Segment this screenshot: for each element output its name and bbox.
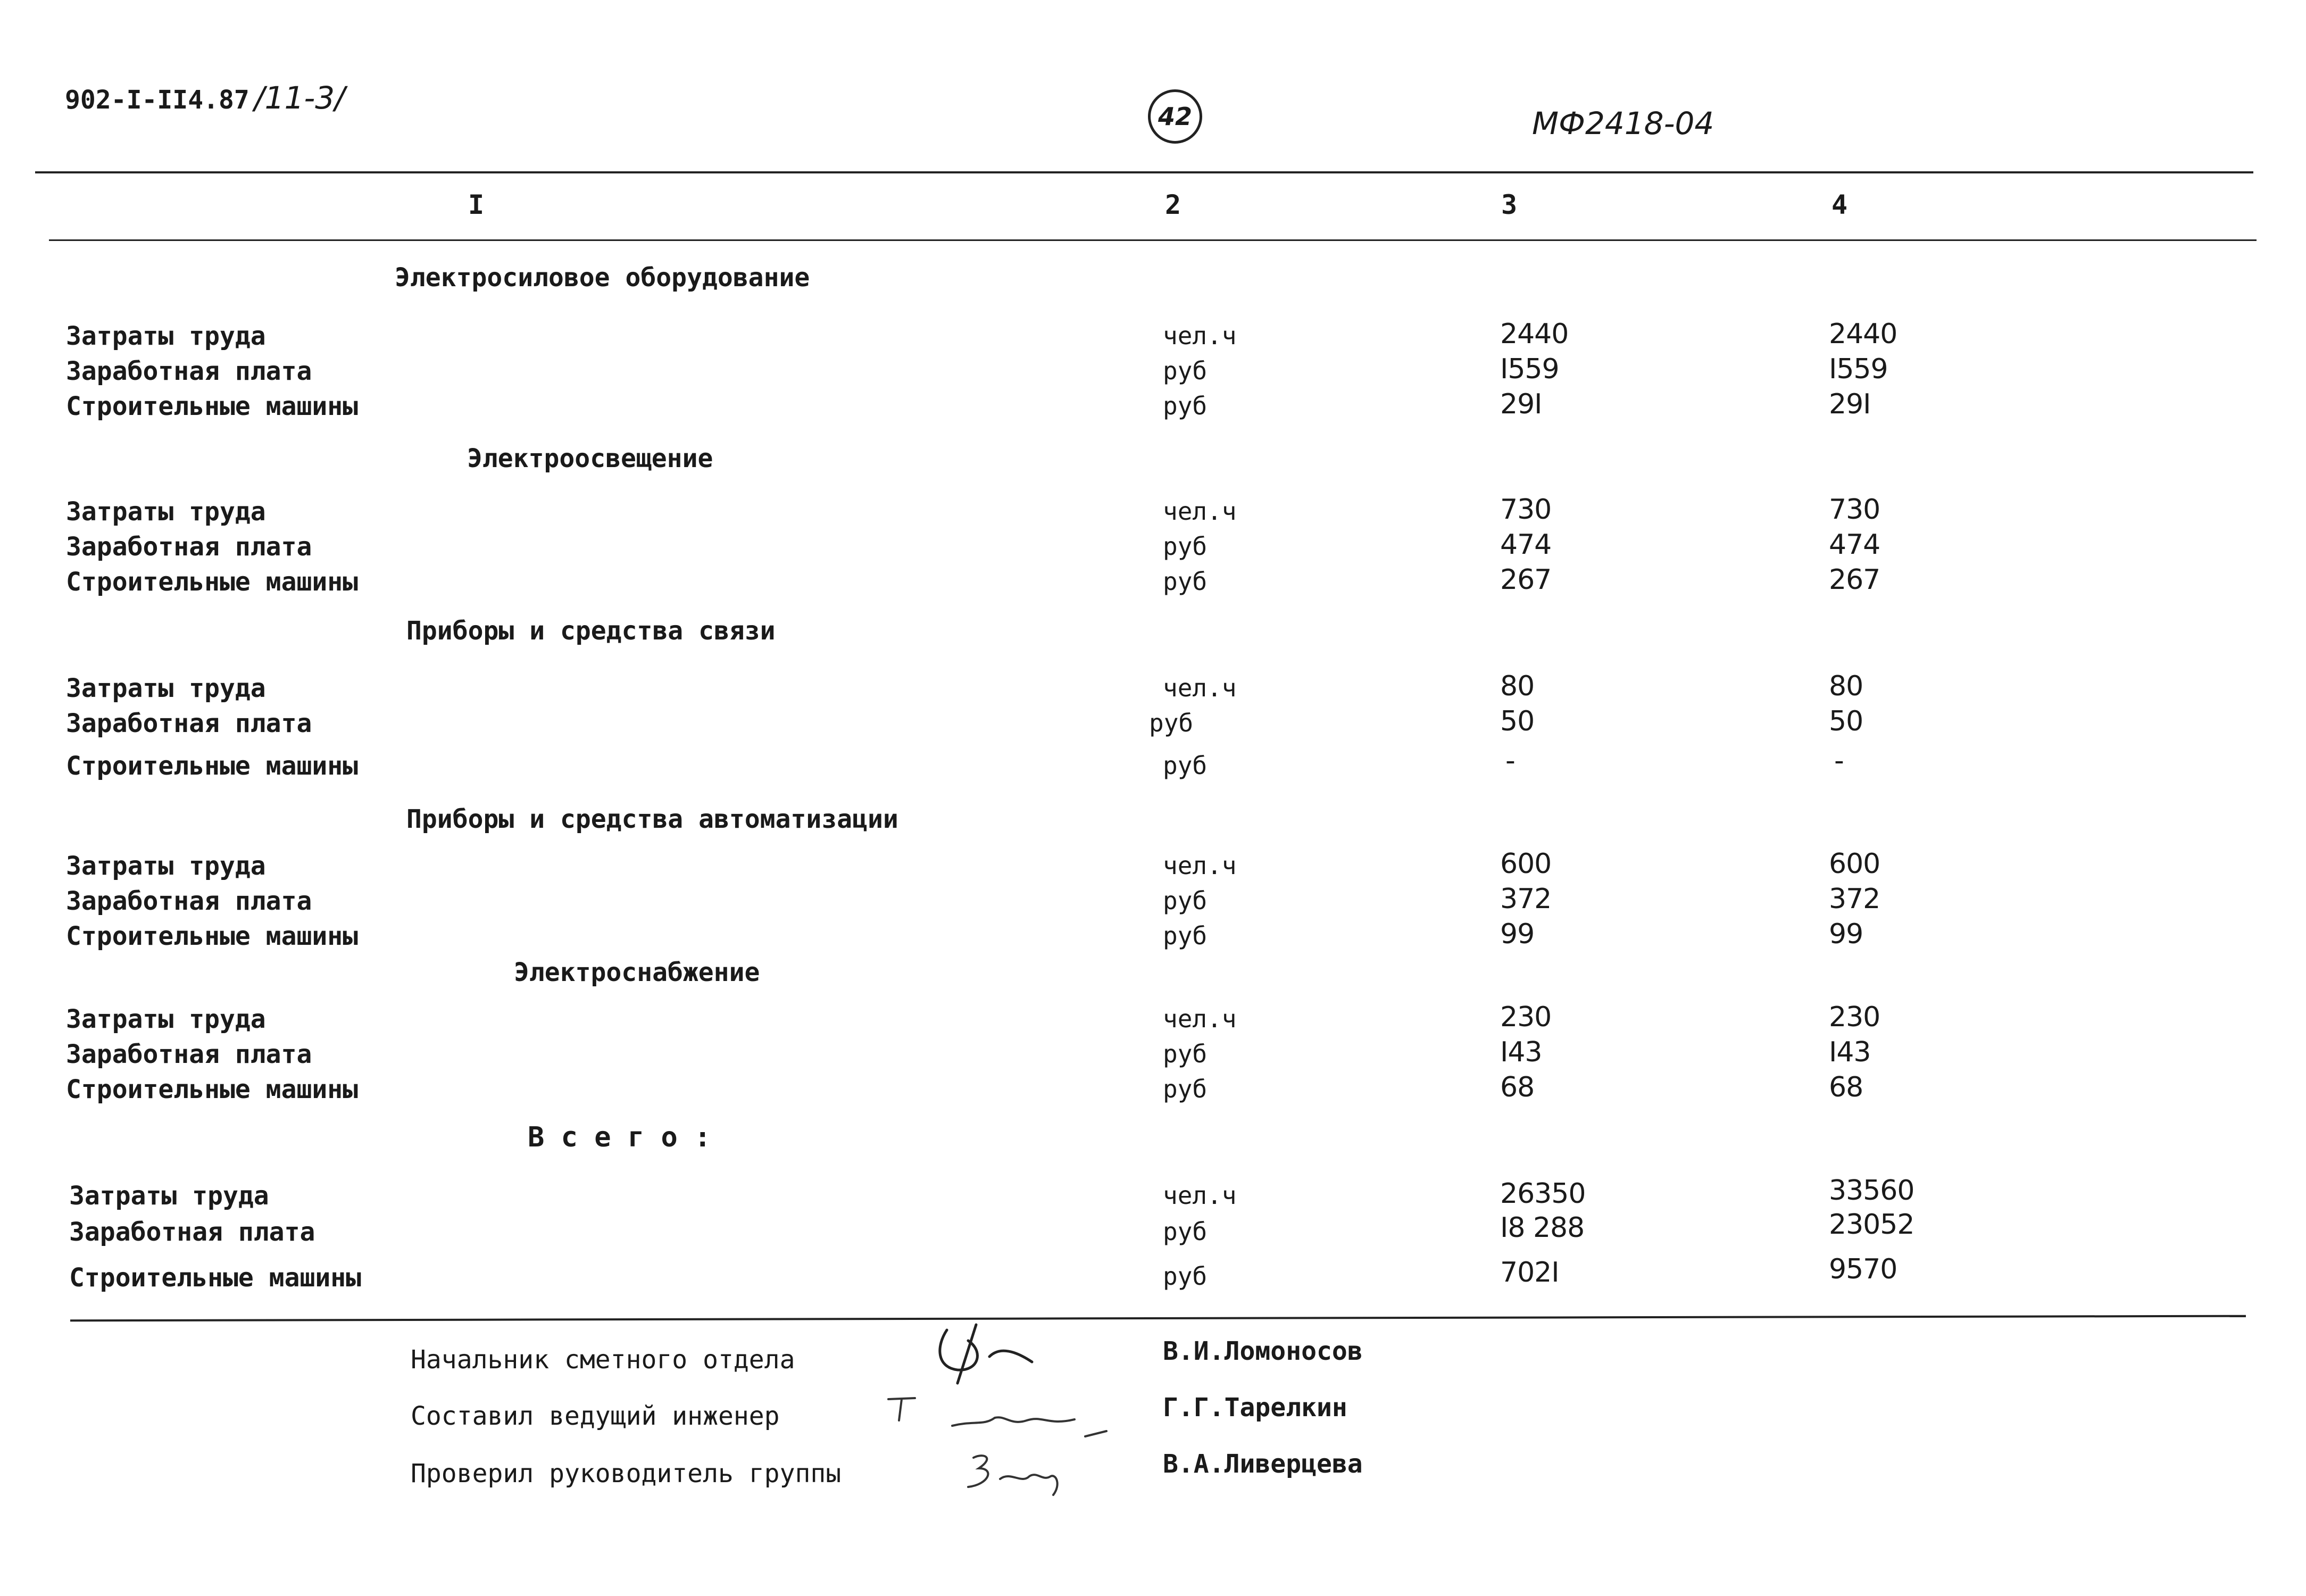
section-title: Приборы и средства автоматизации — [406, 804, 898, 834]
row-value-col4: 267 — [1829, 564, 1880, 596]
row-value-col3: - — [1505, 745, 1515, 777]
row-value-col4: 68 — [1829, 1071, 1863, 1103]
row-value-col3: 68 — [1500, 1071, 1535, 1103]
signature-name: Г.Г.Тарелкин — [1163, 1393, 1347, 1423]
row-value-col4: 29I — [1829, 388, 1871, 420]
signature-role: Проверил руководитель группы — [411, 1459, 842, 1489]
row-label: Затраты труда — [69, 1181, 269, 1211]
row-label: Строительные машины — [66, 921, 359, 951]
row-value-col3: I559 — [1500, 353, 1559, 385]
table-top-rule — [35, 171, 2253, 173]
section-title: Приборы и средства связи — [406, 616, 776, 646]
row-value-col4: 99 — [1829, 918, 1863, 950]
column-header-4: 4 — [1832, 189, 1848, 220]
row-unit: чел.ч — [1163, 1181, 1237, 1210]
signature-name: В.И.Ломоносов — [1163, 1336, 1363, 1366]
document-code: 902-I-II4.87 — [65, 85, 249, 115]
row-label: Строительные машины — [69, 1263, 362, 1293]
row-unit: руб — [1163, 392, 1208, 420]
row-value-col4: I559 — [1829, 353, 1888, 385]
row-unit: руб — [1163, 1217, 1208, 1246]
section-title: Электросиловое оборудование — [395, 263, 810, 293]
row-label: Затраты труда — [66, 1004, 266, 1034]
row-unit: чел.ч — [1163, 497, 1237, 526]
row-unit: руб — [1163, 1040, 1208, 1068]
row-label: Затраты труда — [66, 497, 266, 527]
project-code: МФ2418-04 — [1532, 105, 1714, 142]
row-value-col3: 702I — [1500, 1257, 1559, 1289]
row-unit: руб — [1163, 1262, 1208, 1291]
row-label: Затраты труда — [66, 674, 266, 703]
row-unit: чел.ч — [1163, 1004, 1237, 1033]
section-title: Электроснабжение — [514, 958, 760, 987]
row-value-col3: 474 — [1500, 529, 1552, 561]
row-value-col3: 26350 — [1500, 1178, 1586, 1210]
row-unit: руб — [1149, 709, 1194, 737]
row-value-col3: 99 — [1500, 918, 1535, 950]
row-label: Заработная плата — [66, 532, 312, 562]
row-value-col3: 29I — [1500, 388, 1542, 420]
signature-mark-1 — [926, 1319, 1053, 1389]
row-value-col3: 730 — [1500, 494, 1552, 526]
row-value-col3: I43 — [1500, 1036, 1542, 1068]
column-header-1: I — [468, 189, 485, 220]
row-label: Строительные машины — [66, 392, 359, 421]
table-header-rule — [49, 239, 2257, 241]
column-header-3: 3 — [1501, 189, 1518, 220]
row-label: Строительные машины — [66, 751, 359, 781]
row-label: Строительные машины — [66, 567, 359, 597]
signature-mark-3 — [936, 1447, 1075, 1506]
row-value-col4: 372 — [1829, 883, 1880, 915]
row-value-col4: 80 — [1829, 670, 1863, 702]
page-number: 42 — [1148, 89, 1202, 144]
row-unit: руб — [1163, 921, 1208, 950]
row-value-col4: 730 — [1829, 494, 1880, 526]
totals-title: В с е г о : — [528, 1121, 711, 1153]
row-label: Заработная плата — [66, 1040, 312, 1069]
row-label: Заработная плата — [66, 886, 312, 916]
column-header-2: 2 — [1165, 189, 1181, 220]
row-value-col4: 50 — [1829, 705, 1863, 737]
signature-mark-2 — [883, 1389, 1117, 1447]
row-value-col3: 267 — [1500, 564, 1552, 596]
row-label: Затраты труда — [66, 851, 266, 881]
signature-role: Начальник сметного отдела — [411, 1345, 795, 1375]
row-value-col4: 33560 — [1829, 1175, 1914, 1207]
row-value-col3: 600 — [1500, 848, 1552, 880]
row-unit: руб — [1163, 1075, 1208, 1103]
table-bottom-rule — [70, 1315, 2246, 1322]
row-unit: руб — [1163, 886, 1208, 915]
section-title: Электроосвещение — [467, 444, 713, 473]
row-value-col4: 600 — [1829, 848, 1880, 880]
row-value-col4: 9570 — [1829, 1253, 1897, 1285]
row-unit: руб — [1163, 567, 1208, 596]
signature-role: Составил ведущий инженер — [411, 1401, 780, 1431]
row-unit: чел.ч — [1163, 321, 1237, 350]
row-value-col3: I8 288 — [1500, 1212, 1585, 1244]
row-unit: руб — [1163, 751, 1208, 780]
row-value-col4: - — [1834, 745, 1844, 777]
row-label: Затраты труда — [66, 321, 266, 351]
row-label: Строительные машины — [66, 1075, 359, 1104]
row-value-col3: 372 — [1500, 883, 1552, 915]
row-label: Заработная плата — [66, 356, 312, 386]
row-value-col4: I43 — [1829, 1036, 1871, 1068]
row-value-col3: 80 — [1500, 670, 1535, 702]
row-label: Заработная плата — [66, 709, 312, 738]
row-unit: чел.ч — [1163, 851, 1237, 880]
row-unit: руб — [1163, 532, 1208, 561]
row-unit: чел.ч — [1163, 674, 1237, 702]
row-unit: руб — [1163, 356, 1208, 385]
row-value-col3: 50 — [1500, 705, 1535, 737]
row-label: Заработная плата — [69, 1217, 315, 1247]
row-value-col4: 23052 — [1829, 1209, 1914, 1241]
row-value-col4: 474 — [1829, 529, 1880, 561]
signature-name: В.А.Ливерцева — [1163, 1449, 1363, 1479]
row-value-col3: 2440 — [1500, 318, 1569, 350]
document-code-suffix: /11-3/ — [254, 80, 345, 116]
row-value-col4: 230 — [1829, 1001, 1880, 1033]
row-value-col4: 2440 — [1829, 318, 1897, 350]
row-value-col3: 230 — [1500, 1001, 1552, 1033]
